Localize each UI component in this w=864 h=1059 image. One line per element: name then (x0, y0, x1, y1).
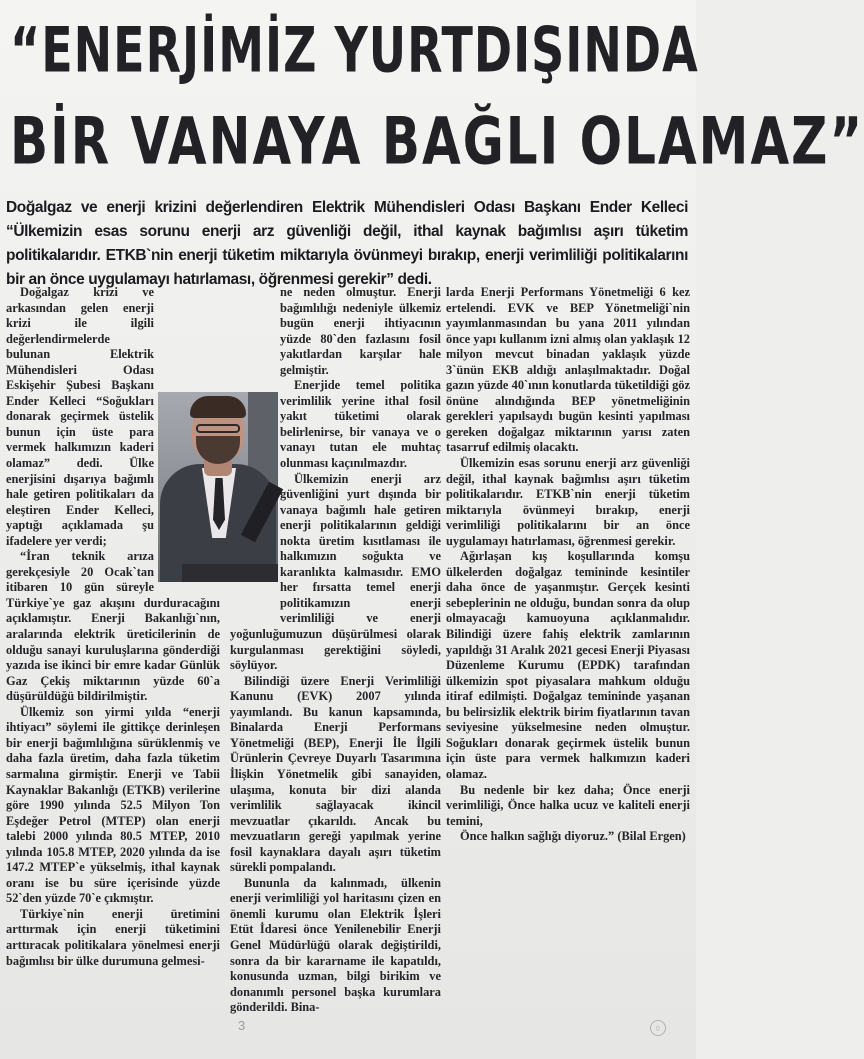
column1-paragraph-2: “İran teknik arıza gerekçesiyle 20 Ocak`tan itibaren 10 gün süreyle Türkiye`ye gaz akışını durduracağını açıklamıştır. Enerji Bakanlığı`nın, aralarında elektrik üreticilerinin de olduğu sanayi kuruluşlarına gönderdiği yazıda ise ikinci bir emre kadar Günlük Gaz Çekiş miktarının yüzde 60`a düşürüldüğü bildirilmiştir. (6, 549, 220, 704)
column1-paragraph-4: Türkiye`nin enerji üretimini arttırmak için enerji tüketimini arttıracak politikalara yönelmesi enerji bağımlısı bir ülke durumuna gelmesi- (6, 906, 220, 968)
column3-paragraph-1: larda Enerji Performans Yönetmeliği 6 kez ertelendi. EVK ve BEP Yönetmeliği`nin yayımlanmasından bu yana 2011 yılından önce yapı kullanım izni almış olan yaklaşık 12 milyon mevcut binadan yaklaşık yüzde 3`ünün EKB aldığı anlaşılmaktadır. Doğal gazın yüzde 40`ının konutlarda tüketildiği göz önüne alındığında BEP yönetmeliğinin gerekleri yapılsaydı bugün kesinti yapılması gereken doğalgaz miktarının yarısı zaten tasarruf edilmiş olacaktı. (446, 285, 690, 455)
column3-paragraph-5: Önce halkın sağlığı diyoruz.” (Bilal Ergen) (460, 829, 686, 844)
column3-paragraph-3: Ağırlaşan kış koşullarında komşu ülkelerden doğalgaz temininde kesintiler daha önce de yaşanmıştır. Gerçek kesinti sebeplerinin ne olduğu, bundan sonra da olup olmayacağı kamuoyuna açıklanmalıdır. Bilindiği üzere fahiş elektrik zamlarının yapıldığı 31 Aralık 2021 gecesi Enerji Piyasası Düzenleme Kurumu (EPDK) tarafından ülkemizin spot piyasalara mahkum olduğu itiraf edilmişti. Doğalgaz temininde yaşanan bu belirsizlik elektrik birim fiyatlarının tavan seviyesine yükselmesine neden olmuştur. Soğukları donarak geçirmek üstelik bunun için üste para vermek halkımızın kaderi olamaz. (446, 549, 690, 781)
column1-paragraph-1: Doğalgaz krizi ve arkasından gelen enerji krizi ile ilgili değerlendirmelerde bulunan Elektrik Mühendisleri Odası Eskişehir Şubesi Başkanı Ender Kelleci “Soğukları donarak geçirmek üstelik bunun için üste para vermek halkımızın kaderi olamaz” dedi. Ülke enerjisini dışarıya bağımlı hale getiren politikaları da eleştiren Ender Kelleci, yaptığı açıklamada şu ifadelere yer verdi; (6, 285, 154, 548)
column1-paragraph-3: Ülkemiz son yirmi yılda “enerji ihtiyacı” söylemi ile gittikçe derinleşen bir enerji bağımlılığına sürüklenmiş ve daha fazla üretim, daha fazla tüketim sarmalına girmiştir. Enerji ve Tabii Kaynaklar Bakanlığı (ETKB) verilerine göre 1990 yılında 52.5 Milyon Ton Eşdeğer Petrol (MTEP) olan enerji talebi 2000 yılında 80.5 MTEP, 2010 yılında 105.8 MTEP, 2020 yılında da ise 147.2 MTEP`e yükselmiş, ithal kaynak oranı ise bu süre içerisinde yüzde 52`den yüzde 70`e çıkmıştır. (6, 704, 220, 906)
column2-paragraph-1: ne neden olmuştur. Enerji bağımlılığı nedeniyle ülkemiz bugün enerji ihtiyacının yüzde 80`den fazlasını fosil yakıtlardan karşılar hale gelmiştir. (280, 285, 441, 377)
article-column-3 (446, 285, 690, 845)
headline-line-1: “ENERJİMİZ YURTDIŞINDA (10, 13, 699, 87)
column2-paragraph-4: Bilindiği üzere Enerji Verimliliği Kanunu (EVK) 2007 yılında yayımlandı. Bu kanun kapsamında, Binalarda Enerji Performans Yönetmeliği (BEP), Enerji İle İlgili Ürünlerin Çevreye Duyarlı Tasarımına İlişkin Yönetmelik gibi sanayiden, ulaşıma, konuta bir dizi alanda verimlilik sağlayacak ikincil mevzuatlar çıkarıldı. Ancak bu mevzuatların gereği yapılmak yerine fosil kaynaklara dayalı aşırı tüketim sürekli pompalandı. (230, 673, 441, 875)
column3-paragraph-2: Ülkemizin esas sorunu enerji arz güvenliği değil, ithal kaynak bağımlısı aşırı tüketim politikalarıdır. ETKB`nin enerji tüketim miktarıyla övünmeyi bırakıp, enerji verimliliği politikalarını bir an önce uygulamayı hatırlaması, öğrenmesi gerekir. (446, 456, 690, 548)
column2-paragraph-2: Enerjide temel politika verimlilik yerine ithal fosil yakıt tüketimi olarak belirlenirse, bir vanaya ve o vanayı tutan ele muhtaç olunması kaçınılmazdır. (280, 378, 441, 471)
circle-mark-icon: ○ (650, 1020, 666, 1036)
column2-paragraph-3: Ülkemizin enerji arz güvenliğini yurt dışında bir vanaya bağımlı hale getiren enerji politikalarının geldiği nokta üretim kısıtlaması ile halkımızın soğukta ve karanlıkta kalmasıdır. EMO her fırsatta temel enerji politikamızın enerji verimliliği ve enerji yoğunluğumuzun düşürülmesi olarak kurgulanması gerektiğini söyledi, söylüyor. (230, 471, 441, 673)
column2-paragraph-5: Bununla da kalınmadı, ülkenin enerji verimliliği yol haritasını çizen en önemli kurumu olan Elektrik İşleri Etüt İdaresi önce Yenilenebilir Enerji Genel Müdürlüğü olarak değiştirildi, sonra da bir kararname ile kapatıldı, konusunda uzman, bilgi birikim ve donanımlı personel başka kurumlara gönderildi. Bina- (230, 875, 441, 1015)
lead-paragraph: Doğalgaz ve enerji krizini değerlendiren Elektrik Mühendisleri Odası Başkanı Ender Kelleci “Ülkemizin esas sorunu enerji arz güvenliği değil, ithal kaynak bağımlısı aşırı tüketim politikalarıdır. ETKB`nin enerji tüketim miktarıyla övünmeyi bırakıp, enerji verimliliği politikalarını bir an önce uygulamayı hatırlaması, öğrenmesi gerekir” dedi. (6, 199, 688, 288)
headline-line-2: BİR VANAYA BAĞLI OLAMAZ” (10, 103, 864, 180)
article-column-1 (6, 285, 220, 969)
column3-paragraph-4: Bu nedenle bir kez daha; Önce enerji verimliliği, Önce halka ucuz ve kaliteli enerji temini, (446, 782, 690, 828)
speaker-photo (158, 392, 278, 582)
page-number: 3 (238, 1018, 246, 1033)
